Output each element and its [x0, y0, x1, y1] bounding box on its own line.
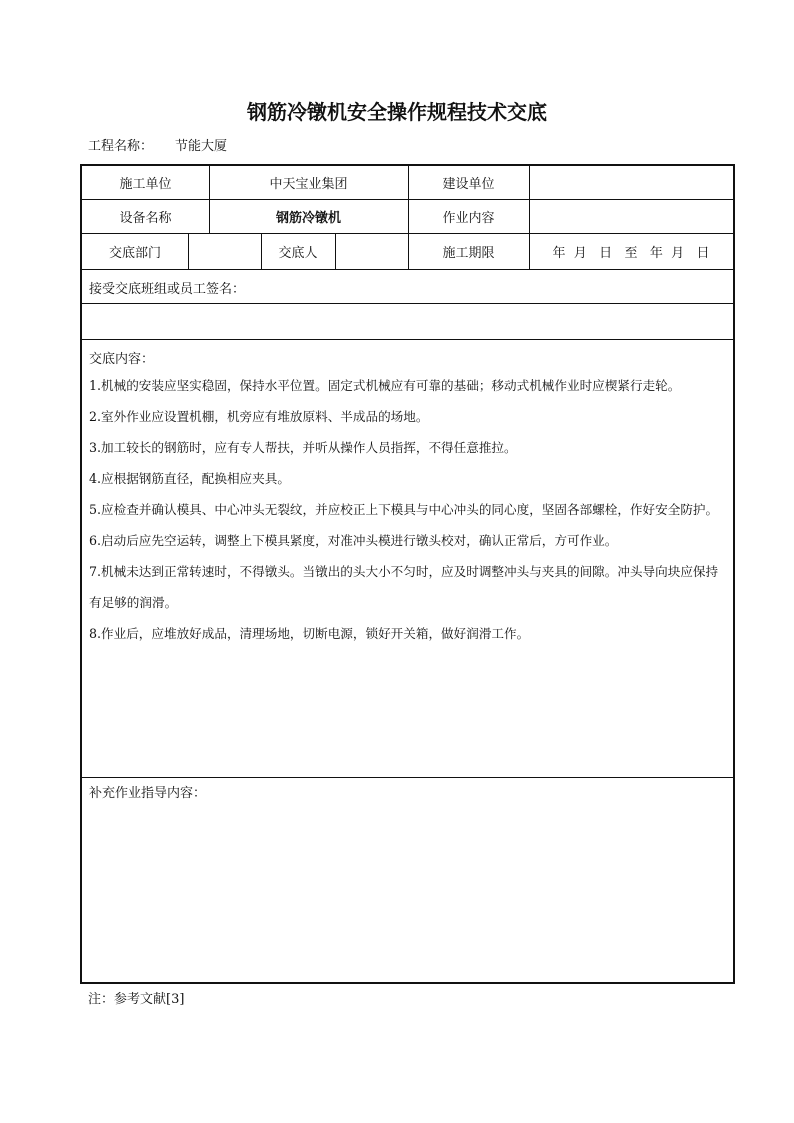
person-value: [335, 233, 408, 269]
content-item: 6.启动后应先空运转，调整上下模具紧度，对准冲头模进行镦头校对，确认正常后，方可作业。: [89, 533, 618, 548]
project-name: [88, 135, 249, 154]
dept-value: [188, 233, 261, 269]
disclosure-table: [80, 164, 735, 984]
period-value: 年 月 日 至 年 月 日: [552, 245, 710, 261]
dept-label: 交底部门: [108, 245, 161, 261]
document-title: 钢筋冷镦机安全操作规程技术交底: [247, 100, 547, 124]
content-item: 5.应检查并确认模具、中心冲头无裂纹，并应校正上下模具与中心冲头的同心度，坚固各部螺栓，作好安全防护。: [89, 502, 719, 517]
project-value: 节能大厦: [175, 139, 228, 154]
supplement-label: 补充作业指导内容：: [89, 786, 207, 801]
period-label: 施工期限: [442, 245, 495, 261]
equipment-value: 钢筋冷镦机: [275, 210, 341, 226]
content-item: 3.加工较长的钢筋时，应有专人帮扶，并听从操作人员指挥，不得任意推拉。: [89, 440, 517, 455]
content-item: 4.应根据钢筋直径，配换相应夹具。: [89, 471, 290, 486]
content-items: [89, 370, 729, 649]
content-item: 2.室外作业应设置机棚，机旁应有堆放原料、半成品的场地。: [89, 409, 429, 424]
footnote: 注：参考文献[3]: [88, 992, 185, 1007]
project-label: 工程名称：: [88, 139, 154, 154]
construction-unit-value: 中天宝业集团: [269, 177, 348, 192]
content-item: 1.机械的安装应坚实稳固，保持水平位置。固定式机械应有可靠的基础；移动式机械作业时应楔紧行走轮。: [89, 378, 681, 393]
construction-unit-label: 施工单位: [119, 177, 172, 192]
content-label: 交底内容：: [89, 352, 155, 367]
work-content-label: 作业内容: [442, 210, 495, 226]
owner-unit-label: 建设单位: [442, 177, 495, 192]
equipment-label: 设备名称: [119, 210, 172, 226]
content-item: 8.作业后，应堆放好成品，清理场地，切断电源，锁好开关箱，做好润滑工作。: [89, 626, 530, 641]
person-label: 交底人: [278, 245, 318, 261]
work-content-value: [529, 199, 733, 233]
signature-label: 接受交底班组或员工签名：: [89, 282, 246, 297]
content-item: 7.机械未达到正常转速时，不得镦头。当镦出的头大小不匀时，应及时调整冲头与夹具的间隙。冲头导向块应保持有足够的润滑。: [89, 564, 719, 610]
owner-unit-value: [529, 166, 733, 199]
